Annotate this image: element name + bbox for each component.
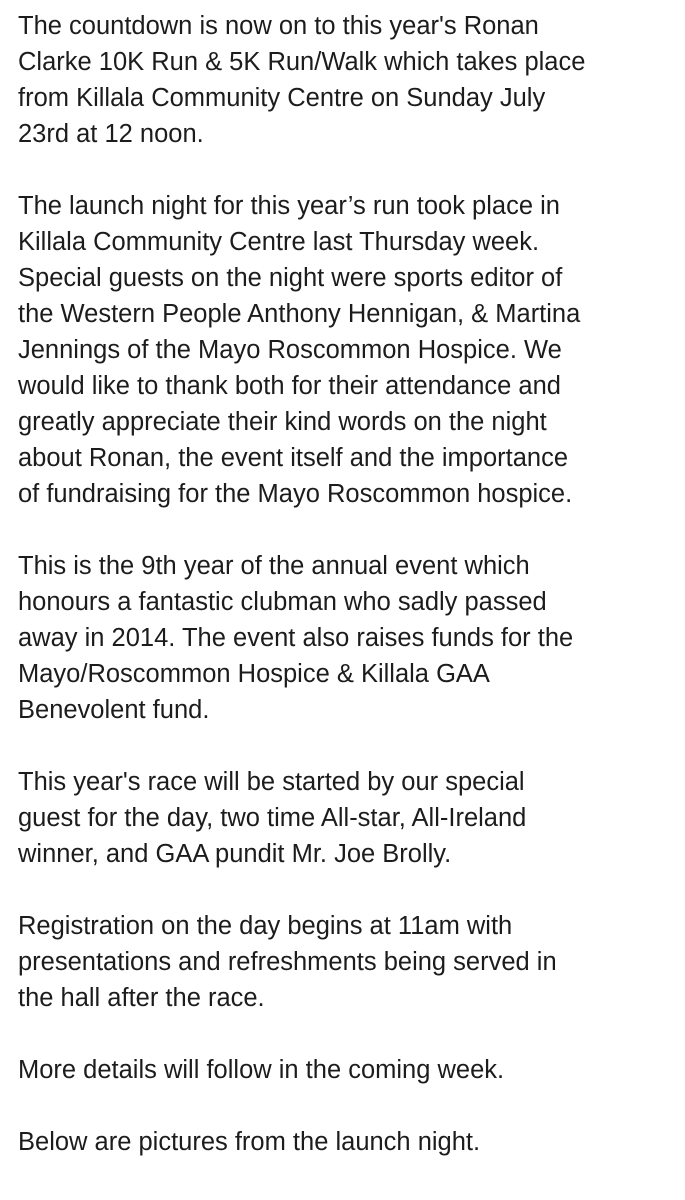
text-line: greatly appreciate their kind words on the night <box>18 408 547 436</box>
text-line: This year's race will be started by our special <box>18 768 525 796</box>
text-line: about Ronan, the event itself and the importance <box>18 444 569 472</box>
paragraph-launch-night <box>18 188 678 512</box>
paragraph-spacer <box>18 1016 678 1052</box>
text-line: The countdown is now on to this year's Ronan <box>18 12 539 40</box>
text-line: away in 2014. The event also raises funds for the <box>18 624 574 652</box>
paragraph-spacer <box>18 728 678 764</box>
text-line: guest for the day, two time All-star, All-Ireland <box>18 804 527 832</box>
text-line: This is the 9th year of the annual event which <box>18 552 530 580</box>
paragraph-registration <box>18 908 678 1016</box>
text-line: presentations and refreshments being served in <box>18 948 557 976</box>
text-line: Jennings of the Mayo Roscommon Hospice. We <box>18 336 562 364</box>
paragraph-countdown <box>18 8 678 152</box>
text-line: Special guests on the night were sports editor of <box>18 264 563 292</box>
paragraph-spacer <box>18 512 678 548</box>
text-line: Mayo/Roscommon Hospice & Killala GAA <box>18 660 490 688</box>
paragraph-spacer <box>18 872 678 908</box>
text-line: The launch night for this year’s run took place in <box>18 192 560 220</box>
text-line: Killala Community Centre last Thursday week. <box>18 228 540 256</box>
paragraph-spacer <box>18 152 678 188</box>
text-line: More details will follow in the coming week. <box>18 1056 505 1084</box>
post-body-text <box>18 8 678 1160</box>
text-line: Benevolent fund. <box>18 696 210 724</box>
text-line: Clarke 10K Run & 5K Run/Walk which takes place <box>18 48 586 76</box>
text-line: the Western People Anthony Hennigan, & Martina <box>18 300 581 328</box>
text-line: from Killala Community Centre on Sunday July <box>18 84 546 112</box>
text-line: Below are pictures from the launch night. <box>18 1128 481 1156</box>
text-line: of fundraising for the Mayo Roscommon hospice. <box>18 480 573 508</box>
text-line: winner, and GAA pundit Mr. Joe Brolly. <box>18 840 452 868</box>
paragraph-special-guest <box>18 764 678 872</box>
text-line: Registration on the day begins at 11am with <box>18 912 513 940</box>
paragraph-ninth-year <box>18 548 678 728</box>
text-line: the hall after the race. <box>18 984 265 1012</box>
text-line: honours a fantastic clubman who sadly passed <box>18 588 547 616</box>
paragraph-more-details <box>18 1052 678 1088</box>
paragraph-pictures <box>18 1124 678 1160</box>
text-line: 23rd at 12 noon. <box>18 120 204 148</box>
text-line: would like to thank both for their attendance and <box>18 372 561 400</box>
paragraph-spacer <box>18 1088 678 1124</box>
